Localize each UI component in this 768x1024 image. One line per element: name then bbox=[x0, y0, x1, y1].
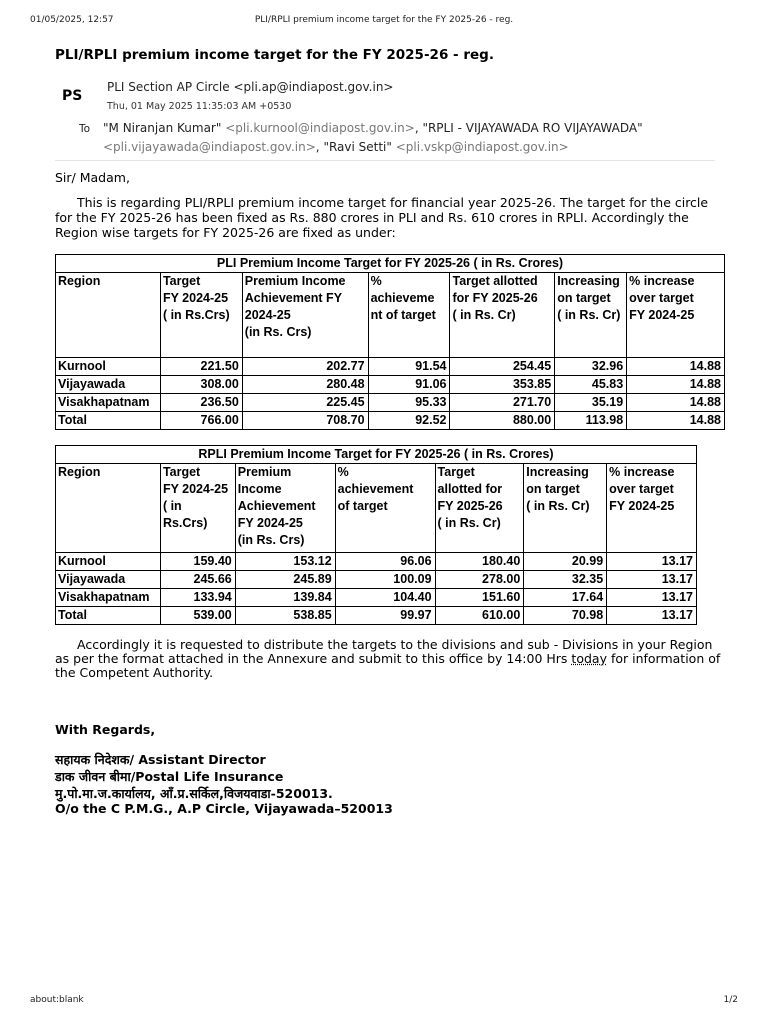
column-header-line: over target bbox=[609, 482, 674, 496]
table-header-row bbox=[56, 273, 725, 358]
value-cell: 104.40 bbox=[335, 589, 435, 607]
recipient-email[interactable]: <pli.vskp@indiapost.gov.in> bbox=[395, 140, 569, 154]
column-header bbox=[524, 464, 607, 553]
column-header-line: Income bbox=[237, 482, 282, 496]
column-header bbox=[450, 273, 555, 358]
sent-date: Thu, 01 May 2025 11:35:03 AM +0530 bbox=[107, 101, 292, 112]
column-header-line: achievement bbox=[337, 482, 414, 496]
column-header-line: nt of target bbox=[370, 308, 436, 322]
value-cell: 113.98 bbox=[555, 412, 627, 430]
value-cell: 14.88 bbox=[627, 394, 725, 412]
value-cell: 139.84 bbox=[235, 589, 335, 607]
column-header-line: on target bbox=[526, 482, 580, 496]
value-cell: 91.54 bbox=[368, 358, 450, 376]
column-header bbox=[160, 273, 242, 358]
request-text-end: for information of the Competent Authority. bbox=[55, 651, 721, 680]
value-cell: 271.70 bbox=[450, 394, 555, 412]
intro-paragraph bbox=[55, 195, 715, 240]
pli-target-table bbox=[55, 254, 725, 430]
region-cell: Vijayawada bbox=[56, 571, 161, 589]
column-header-line: ( in Rs. Cr) bbox=[526, 499, 590, 513]
column-header-line: Target bbox=[437, 465, 475, 479]
column-header-line: allotted for bbox=[437, 482, 503, 496]
print-footer bbox=[0, 995, 768, 1009]
print-header bbox=[0, 15, 768, 31]
column-header bbox=[56, 273, 161, 358]
column-header bbox=[160, 464, 235, 553]
column-header-line: Rs.Crs) bbox=[162, 516, 208, 530]
column-header-line: % increase bbox=[609, 465, 675, 479]
value-cell: 254.45 bbox=[450, 358, 555, 376]
request-text: Accordingly it is requested to distribute the targets to the divisions and sub - Divisions in your Region as per the format attached in the Annexure and submit to this office by 14:00 Hrs bbox=[55, 637, 713, 666]
column-header-line: Premium bbox=[237, 465, 292, 479]
value-cell: 99.97 bbox=[335, 607, 435, 625]
table-caption: RPLI Premium Income Target for FY 2025-26 ( in Rs. Crores) bbox=[56, 446, 697, 464]
signature-office: मु.पो.मा.ज.कार्यालय, आँ.प्र.सर्किल,विजयवाडा-520013. bbox=[55, 786, 333, 801]
pli-table-body bbox=[56, 255, 725, 430]
value-cell: 880.00 bbox=[450, 412, 555, 430]
recipient-separator: , bbox=[414, 121, 423, 135]
value-cell: 133.94 bbox=[160, 589, 235, 607]
region-cell: Kurnool bbox=[56, 553, 161, 571]
region-cell: Total bbox=[56, 607, 161, 625]
value-cell: 280.48 bbox=[242, 376, 368, 394]
column-header-line: FY 2024-25 bbox=[162, 482, 229, 496]
value-cell: 159.40 bbox=[160, 553, 235, 571]
header-divider bbox=[55, 160, 715, 161]
column-header-line: Increasing bbox=[557, 274, 620, 288]
column-header-line: ( in Rs.Crs) bbox=[162, 308, 230, 322]
table-caption: PLI Premium Income Target for FY 2025-26 ( in Rs. Crores) bbox=[56, 255, 725, 273]
column-header-line: % increase bbox=[629, 274, 695, 288]
recipient-email[interactable]: <pli.kurnool@indiapost.gov.in> bbox=[225, 121, 415, 135]
value-cell: 13.17 bbox=[607, 607, 697, 625]
column-header-line: 2024-25 bbox=[244, 308, 291, 322]
value-cell: 92.52 bbox=[368, 412, 450, 430]
rpli-table-body bbox=[56, 446, 697, 625]
column-header-line: Region bbox=[58, 274, 101, 288]
table-row bbox=[56, 607, 697, 625]
column-header-line: ( in Rs. Cr) bbox=[557, 308, 621, 322]
value-cell: 202.77 bbox=[242, 358, 368, 376]
column-header-line: Target bbox=[162, 274, 201, 288]
table-row bbox=[56, 412, 725, 430]
column-header-line: % bbox=[370, 274, 382, 288]
value-cell: 13.17 bbox=[607, 571, 697, 589]
value-cell: 225.45 bbox=[242, 394, 368, 412]
print-url: about:blank bbox=[30, 995, 84, 1005]
column-header-line: Region bbox=[58, 465, 101, 479]
value-cell: 91.06 bbox=[368, 376, 450, 394]
email-subject: PLI/RPLI premium income target for the FY 2025-26 - reg. bbox=[55, 47, 494, 63]
column-header-line: achieveme bbox=[370, 291, 435, 305]
value-cell: 96.06 bbox=[335, 553, 435, 571]
signature-department: डाक जीवन बीमा/Postal Life Insurance bbox=[55, 769, 284, 784]
column-header-line: Premium Income bbox=[244, 274, 346, 288]
value-cell: 32.96 bbox=[555, 358, 627, 376]
value-cell: 20.99 bbox=[524, 553, 607, 571]
value-cell: 32.35 bbox=[524, 571, 607, 589]
sender-address[interactable]: PLI Section AP Circle <pli.ap@indiapost.gov.in> bbox=[107, 80, 394, 94]
value-cell: 70.98 bbox=[524, 607, 607, 625]
sender-avatar: PS bbox=[62, 88, 83, 104]
table-row bbox=[56, 589, 697, 607]
column-header-line: FY 2024-25 bbox=[629, 308, 695, 322]
column-header bbox=[627, 273, 725, 358]
signature-circle: O/o the C P.M.G., A.P Circle, Vijayawada–520013 bbox=[55, 801, 393, 816]
column-header-line: % bbox=[337, 465, 349, 479]
print-title: PLI/RPLI premium income target for the FY 2025-26 - reg. bbox=[254, 15, 514, 25]
page-number: 1/2 bbox=[723, 995, 738, 1005]
column-header-line: for FY 2025-26 bbox=[452, 291, 538, 305]
intro-text: This is regarding PLI/RPLI premium income target for financial year 2025-26. The target for the circle for the FY 2025-26 has been fixed as Rs. 880 crores in PLI and Rs. 610 crores in RPLI. Accordingly the Region wise targets for FY 2025-26 are fixed as under: bbox=[55, 195, 709, 240]
recipient-name[interactable]: "Ravi Setti" bbox=[323, 140, 392, 154]
value-cell: 245.66 bbox=[160, 571, 235, 589]
value-cell: 151.60 bbox=[435, 589, 524, 607]
value-cell: 610.00 bbox=[435, 607, 524, 625]
table-row bbox=[56, 553, 697, 571]
column-header-line: FY 2024-25 bbox=[237, 516, 303, 530]
column-header-line: over target bbox=[629, 291, 694, 305]
recipient-name[interactable]: "RPLI - VIJAYAWADA RO VIJAYAWADA" bbox=[422, 121, 643, 135]
table-row bbox=[56, 394, 725, 412]
column-header bbox=[555, 273, 627, 358]
value-cell: 14.88 bbox=[627, 358, 725, 376]
to-label: To bbox=[79, 123, 91, 135]
column-header bbox=[56, 464, 161, 553]
greeting: Sir/ Madam, bbox=[55, 170, 130, 185]
recipient-separator: , bbox=[315, 140, 324, 154]
column-header-line: Increasing bbox=[526, 465, 589, 479]
value-cell: 45.83 bbox=[555, 376, 627, 394]
region-cell: Visakhapatnam bbox=[56, 394, 161, 412]
column-header bbox=[235, 464, 335, 553]
region-cell: Visakhapatnam bbox=[56, 589, 161, 607]
value-cell: 95.33 bbox=[368, 394, 450, 412]
value-cell: 308.00 bbox=[160, 376, 242, 394]
value-cell: 17.64 bbox=[524, 589, 607, 607]
region-cell: Vijayawada bbox=[56, 376, 161, 394]
value-cell: 236.50 bbox=[160, 394, 242, 412]
print-datetime: 01/05/2025, 12:57 bbox=[30, 15, 114, 25]
sign-off: With Regards, bbox=[55, 722, 156, 737]
column-header bbox=[335, 464, 435, 553]
value-cell: 766.00 bbox=[160, 412, 242, 430]
value-cell: 100.09 bbox=[335, 571, 435, 589]
region-cell: Total bbox=[56, 412, 161, 430]
column-header-line: FY 2024-25 bbox=[162, 291, 229, 305]
value-cell: 153.12 bbox=[235, 553, 335, 571]
value-cell: 180.40 bbox=[435, 553, 524, 571]
column-header-line: (in Rs. Crs) bbox=[237, 533, 305, 547]
value-cell: 278.00 bbox=[435, 571, 524, 589]
column-header-line: Achievement bbox=[237, 499, 316, 513]
signature-designation: सहायक निदेशक/ Assistant Director bbox=[55, 752, 266, 767]
column-header-line: Target bbox=[162, 465, 201, 479]
value-cell: 14.88 bbox=[627, 412, 725, 430]
value-cell: 353.85 bbox=[450, 376, 555, 394]
recipient-list bbox=[103, 119, 723, 157]
table-row bbox=[56, 358, 725, 376]
value-cell: 13.17 bbox=[607, 589, 697, 607]
value-cell: 708.70 bbox=[242, 412, 368, 430]
column-header bbox=[607, 464, 697, 553]
column-header-line: FY 2024-25 bbox=[609, 499, 675, 513]
column-header bbox=[435, 464, 524, 553]
column-header-line: on target bbox=[557, 291, 611, 305]
value-cell: 13.17 bbox=[607, 553, 697, 571]
column-header-line: (in Rs. Crs) bbox=[244, 325, 312, 339]
today-highlight[interactable]: today bbox=[571, 651, 607, 666]
region-cell: Kurnool bbox=[56, 358, 161, 376]
value-cell: 35.19 bbox=[555, 394, 627, 412]
table-caption-row bbox=[56, 446, 697, 464]
recipient-email[interactable]: <pli.vijayawada@indiapost.gov.in> bbox=[103, 140, 316, 154]
value-cell: 538.85 bbox=[235, 607, 335, 625]
column-header-line: ( in bbox=[162, 499, 182, 513]
table-caption-row bbox=[56, 255, 725, 273]
value-cell: 14.88 bbox=[627, 376, 725, 394]
recipient-name[interactable]: "M Niranjan Kumar" bbox=[103, 121, 222, 135]
column-header-line: FY 2025-26 bbox=[437, 499, 503, 513]
column-header-line: of target bbox=[337, 499, 388, 513]
column-header-line: Achievement FY bbox=[244, 291, 343, 305]
column-header bbox=[242, 273, 368, 358]
column-header-line: Target allotted bbox=[452, 274, 538, 288]
value-cell: 245.89 bbox=[235, 571, 335, 589]
table-row bbox=[56, 571, 697, 589]
column-header bbox=[368, 273, 450, 358]
column-header-line: ( in Rs. Cr) bbox=[437, 516, 501, 530]
column-header-line: ( in Rs. Cr) bbox=[452, 308, 516, 322]
value-cell: 221.50 bbox=[160, 358, 242, 376]
table-header-row bbox=[56, 464, 697, 553]
rpli-target-table bbox=[55, 445, 697, 625]
request-paragraph bbox=[55, 638, 725, 680]
value-cell: 539.00 bbox=[160, 607, 235, 625]
table-row bbox=[56, 376, 725, 394]
